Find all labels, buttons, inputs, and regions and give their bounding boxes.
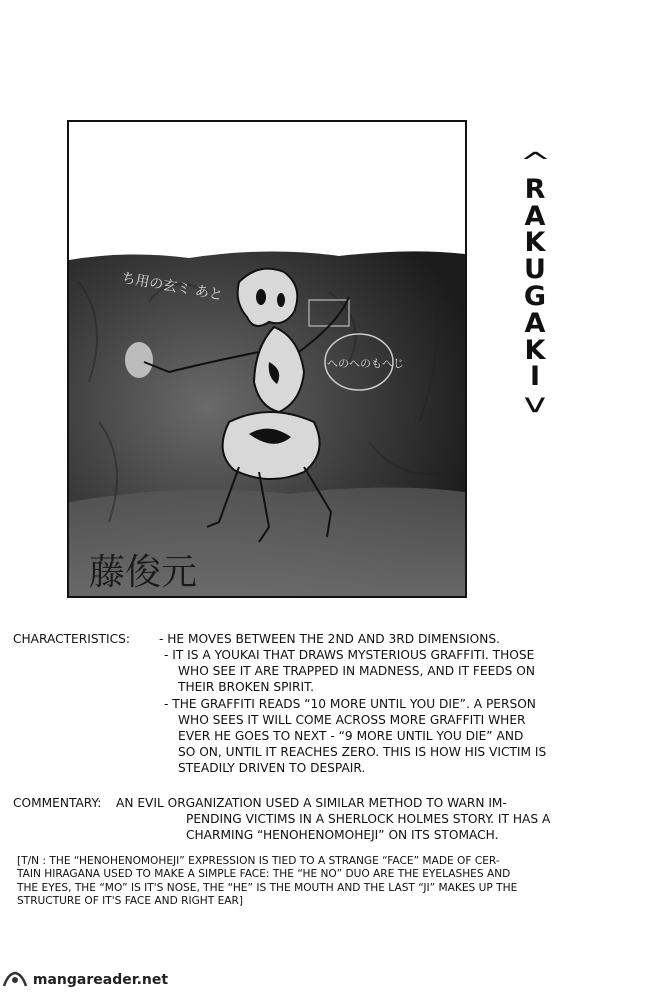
characteristics-line: - HE MOVES BETWEEN THE 2ND AND 3RD DIMENSIONS. [159,632,500,646]
title-letter: ^ [519,147,551,178]
title-letter: A [524,200,546,232]
characteristics-line: EVER HE GOES TO NEXT - “9 MORE UNTIL YOU DIE” AND [178,729,524,743]
title-letter: A [524,307,546,339]
translator-note [17,855,517,909]
title-letter: I [529,361,541,393]
commentary-line: PENDING VICTIMS IN A SHERLOCK HOLMES STORY. IT HAS A [186,812,551,826]
site-credit [2,970,168,988]
artist-signature: 藤俊元 [89,552,198,593]
vertical-title [515,147,555,420]
characteristics-line: - IT IS A YOUKAI THAT DRAWS MYSTERIOUS GRAFFITI. THOSE [164,648,535,662]
characteristics-line: - THE GRAFFITI READS “10 MORE UNTIL YOU DIE”. A PERSON [164,697,536,711]
translator-note-line: THE EYES, THE “MO” IS IT'S NOSE, THE “HE” IS THE MOUTH AND THE LAST “JI” MAKES UP THE [17,881,518,894]
site-credit-text: mangareader.net [32,972,169,988]
title-letter: K [524,334,546,366]
commentary-line: CHARMING “HENOHENOMOHEJI” ON ITS STOMACH. [186,828,499,842]
youkai-illustration [69,122,465,596]
translator-note-line: STRUCTURE OF IT'S FACE AND RIGHT EAR] [17,895,244,908]
translator-note-line: [T/N : THE “HENOHENOMOHEJI” EXPRESSION IS TIED TO A STRANGE “FACE” MADE OF CER- [17,855,500,867]
commentary-label: COMMENTARY: [13,796,102,810]
translator-note-line: TAIN HIRAGANA USED TO MAKE A SIMPLE FACE: THE “HE NO” DUO ARE THE EYELASHES AND [17,868,511,881]
graffiti-right-text: へのへのもへじ [327,357,404,370]
site-logo-icon [2,970,28,988]
characteristics-line: STEADILY DRIVEN TO DESPAIR. [178,761,366,775]
title-letter: G [523,280,547,312]
commentary-line: AN EVIL ORGANIZATION USED A SIMILAR METHOD TO WARN IM- [116,796,507,810]
characteristics-line: SO ON, UNTIL IT REACHES ZERO. THIS IS HOW HIS VICTIM IS [178,745,547,759]
title-letter: v [523,388,547,420]
title-letter: K [524,227,546,259]
characteristics-line: WHO SEES IT WILL COME ACROSS MORE GRAFFITI WHER [178,713,526,727]
title-letter: U [524,254,546,286]
title-letter: R [524,173,546,205]
characteristics-line: WHO SEE IT ARE TRAPPED IN MADNESS, AND IT FEEDS ON [178,664,536,678]
characteristics-line: THEIR BROKEN SPIRIT. [178,680,314,694]
illustration-panel [67,120,467,598]
characteristics-label: CHARACTERISTICS: [13,632,130,646]
graffiti-left-text: ち用の玄ミ あと [120,270,224,304]
